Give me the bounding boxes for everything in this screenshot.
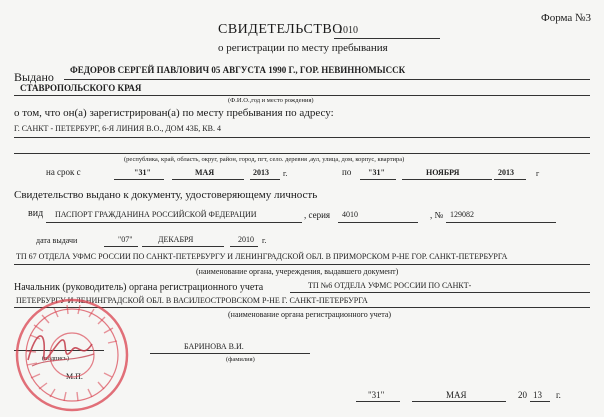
head-label: Начальник (руководитель) органа регистрационного учета [14, 282, 264, 293]
issuing-authority: ТП 67 ОТДЕЛА УФМС РОССИИ ПО САНКТ-ПЕТЕРБУРГУ И ЛЕНИНГРАДСКОЙ ОБЛ. В ПРИМОРСКОМ Р-НЕ ГОР. САНКТ-ПЕТЕРБУРГА [16, 252, 508, 261]
issued-to-caption: (Ф.И.О.,год и место рождения) [228, 97, 314, 104]
issue-day: "07" [118, 235, 133, 244]
registration-statement: о том, что он(а) зарегистрирован(а) по месту пребывания по адресу: [14, 107, 334, 119]
document-number: 129082 [450, 210, 474, 219]
term-to-day-rule [360, 179, 396, 180]
issue-year-suffix: г. [262, 236, 267, 245]
term-to-year: 2013 [498, 168, 514, 177]
certificate-number-line [334, 38, 440, 39]
document-statement: Свидетельство выдано к документу, удостоверяющему личность [14, 189, 318, 201]
document-kind-label: вид [28, 208, 44, 219]
address-rule-1 [14, 137, 590, 138]
issued-to-line2-rule [14, 95, 590, 96]
stamp-label: М.П. [66, 372, 83, 381]
footer-day-rule [356, 401, 400, 402]
document-kind: ПАСПОРТ ГРАЖДАНИНА РОССИЙСКОЙ ФЕДЕРАЦИИ [55, 210, 257, 219]
signature-caption: (подпись) [42, 355, 69, 362]
footer-year: 13 [533, 390, 542, 400]
issue-month: ДЕКАБРЯ [158, 235, 194, 244]
office-caption: (наименование органа регистрационного учета) [228, 310, 392, 319]
document-kind-rule [46, 222, 302, 223]
issue-day-rule [104, 246, 138, 247]
footer-year-prefix: 20 [518, 390, 527, 400]
head-name: БАРИНОВА В.И. [184, 342, 244, 351]
term-to-suffix: г [536, 169, 540, 178]
document-series: 4010 [342, 210, 358, 219]
term-to-year-rule [494, 179, 526, 180]
footer-day: "31" [368, 390, 385, 400]
address-rule-2 [14, 153, 590, 154]
term-from-suffix: г. [283, 169, 288, 178]
head-name-rule [150, 353, 310, 354]
term-from-year-rule [250, 179, 280, 180]
issue-month-rule [142, 246, 224, 247]
term-from-year: 2013 [253, 168, 269, 177]
head-name-caption: (фамилия) [226, 356, 255, 363]
document-number-rule [446, 222, 556, 223]
footer-year-suffix: г. [556, 390, 561, 400]
office-line1-rule [290, 292, 590, 293]
document-title: СВИДЕТЕЛЬСТВО [218, 22, 343, 37]
term-to-label: по [342, 167, 352, 177]
term-to-day: "31" [368, 168, 385, 177]
issued-to-label: Выдано [14, 70, 54, 84]
issued-to-line2: СТАВРОПОЛЬСКОГО КРАЯ [20, 83, 142, 93]
document-series-rule [338, 222, 418, 223]
term-label: на срок с [46, 167, 81, 177]
certificate-number: 1010 [338, 25, 358, 36]
registration-address: Г. САНКТ - ПЕТЕРБУРГ, 6-Я ЛИНИЯ В.О., ДОМ 43Б, КВ. 4 [14, 124, 221, 133]
term-to-month-rule [402, 179, 492, 180]
form-number: Форма №3 [541, 12, 592, 24]
term-from-month: МАЯ [195, 168, 215, 177]
document-subtitle: о регистрации по месту пребывания [218, 42, 388, 54]
term-from-month-rule [172, 179, 244, 180]
term-to-month: НОЯБРЯ [426, 168, 460, 177]
issue-year: 2010 [238, 235, 254, 244]
issued-to-line1-rule [64, 79, 590, 80]
address-caption: (республика, край, область, округ, район, город, пгт, село. деревня ,аул, улица, дом, корпус, квартира) [124, 156, 405, 163]
term-from-day-rule [114, 179, 164, 180]
document-number-label: , № [430, 210, 444, 220]
document-series-label: , серия [304, 210, 331, 220]
issue-year-rule [230, 246, 258, 247]
issuing-authority-rule [14, 264, 590, 265]
office-line1: ТП №6 ОТДЕЛА УФМС РОССИИ ПО САНКТ- [308, 281, 472, 290]
term-from-day: "31" [134, 168, 151, 177]
issued-to-line1: ФЕДОРОВ СЕРГЕЙ ПАВЛОВИЧ 05 АВГУСТА 1990 Г., ГОР. НЕВИННОМЫССК [70, 65, 406, 75]
footer-month: МАЯ [446, 390, 467, 400]
footer-year-rule [530, 401, 550, 402]
footer-month-rule [412, 401, 506, 402]
handwritten-signature [22, 320, 102, 380]
office-line2: ПЕТЕРБУРГУ И ЛЕНИНГРАДСКОЙ ОБЛ. В ВАСИЛЕОСТРОВСКОМ Р-НЕ Г. САНКТ-ПЕТЕРБУРГА [16, 296, 368, 305]
issue-date-label: дата выдачи [36, 236, 78, 245]
issuing-authority-caption: (наименование органа, учереждения, выдавшего документ) [196, 267, 399, 276]
